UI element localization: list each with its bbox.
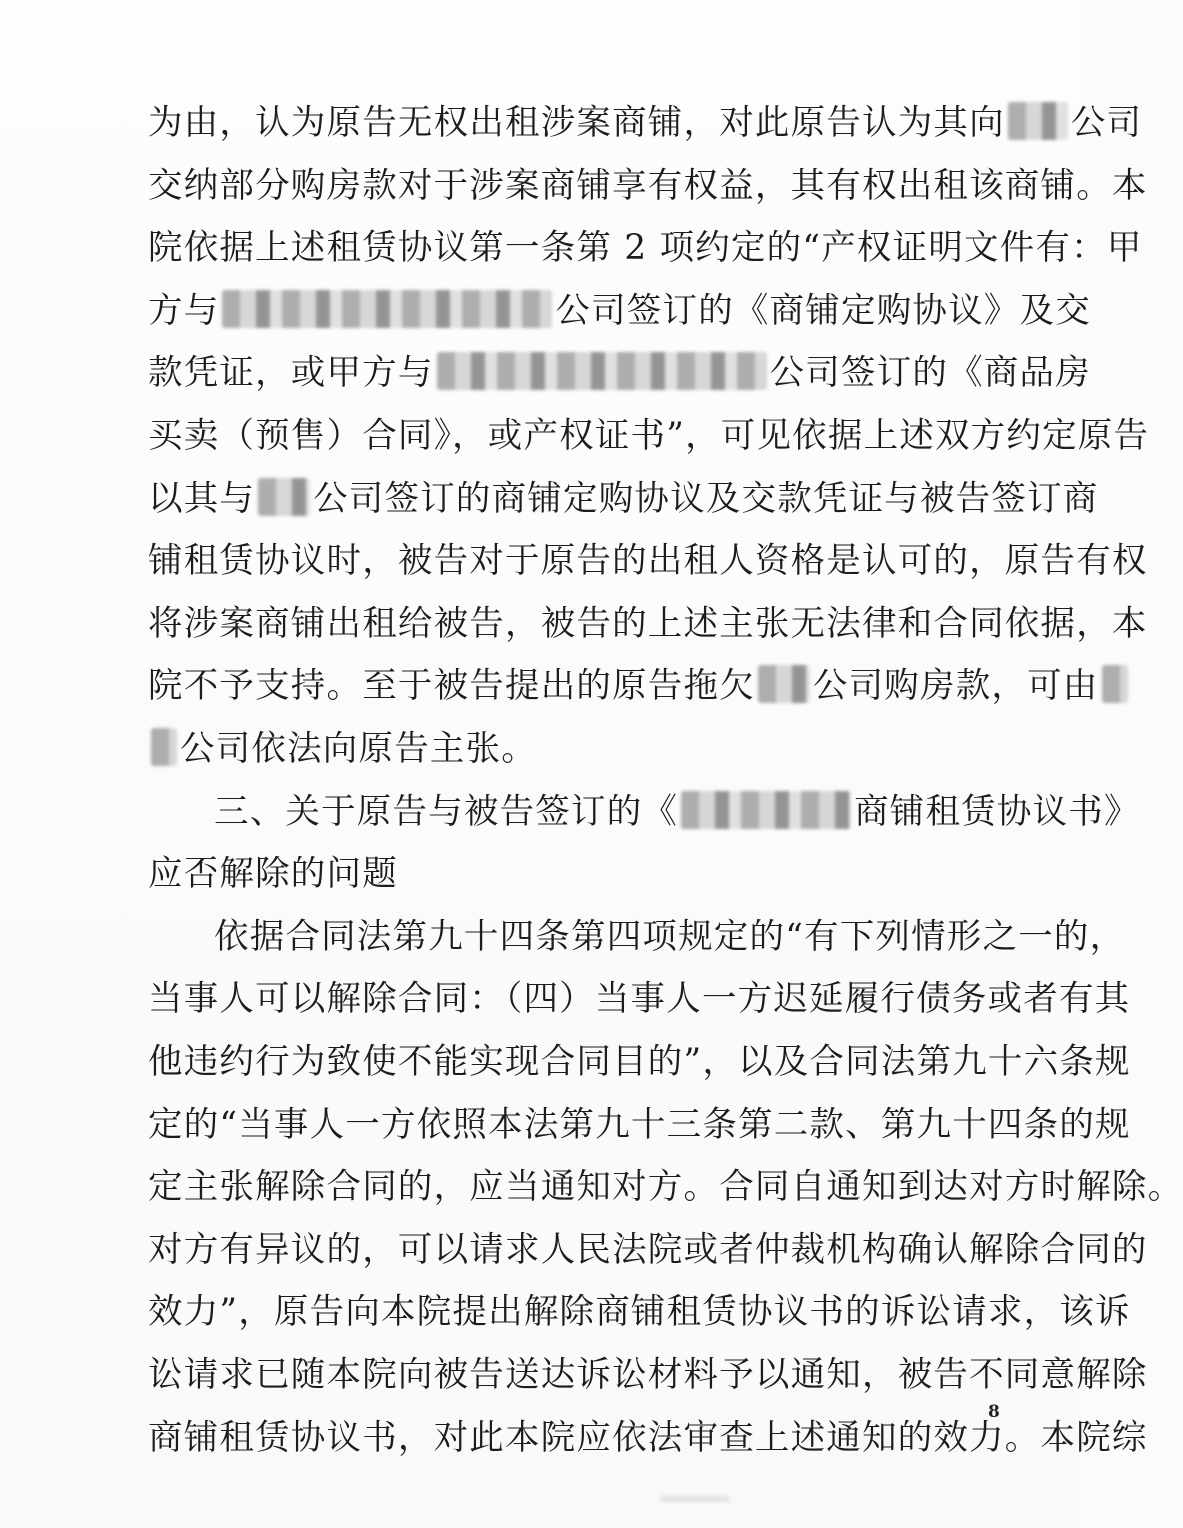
text-segment: 讼请求已随本院向被告送达诉讼材料予以通知，被告不同意解除 <box>148 1355 1148 1395</box>
text-segment: 公司购房款，可由 <box>812 666 1099 707</box>
page-number: 8 <box>988 1402 1000 1422</box>
text-line <box>148 532 1148 590</box>
text-segment: 他违约行为致使不能实现合同目的”，以及合同法第九十六条规 <box>148 1042 1131 1082</box>
text-line <box>214 908 1126 966</box>
redaction-block <box>758 665 810 703</box>
text-line <box>214 783 1140 841</box>
redaction-block <box>1102 665 1128 703</box>
text-segment: 效力”，原告向本院提出解除商铺租赁协议书的诉讼请求，该诉 <box>148 1292 1131 1333</box>
redaction-block <box>437 352 767 390</box>
text-line <box>148 1158 1183 1216</box>
text-line <box>148 1096 1131 1154</box>
text-line <box>148 1409 1148 1467</box>
text-segment: 当事人可以解除合同：（四）当事人一方迟延履行债务或者有其 <box>148 979 1131 1020</box>
text-segment: 应否解除的问题 <box>148 854 398 895</box>
text-segment: 公司签订的《商品房 <box>769 353 1091 394</box>
scan-smudge <box>660 1496 730 1502</box>
text-segment: 方与 <box>148 290 220 331</box>
text-segment: 院不予支持。至于被告提出的原告拖欠 <box>148 666 755 707</box>
text-segment: 三、关于原告与被告签订的《 <box>214 791 679 832</box>
text-segment: 商铺租赁协议书》 <box>854 791 1140 832</box>
text-segment: 铺租赁协议时，被告对于原告的出租人资格是认可的，原告有权 <box>148 541 1148 582</box>
text-line <box>148 94 1143 152</box>
text-segment: 公司依法向原告主张。 <box>180 729 537 769</box>
text-segment: 交纳部分购房款对于涉案商铺享有权益，其有权出租该商铺。本 <box>148 165 1148 206</box>
text-line <box>148 720 998 778</box>
text-line <box>148 282 1091 340</box>
text-line <box>148 845 998 903</box>
redaction-block <box>151 728 177 766</box>
text-segment: 公司签订的《商铺定购协议》及交 <box>555 290 1091 331</box>
text-segment: 买卖（预售）合同》，或产权证书”，可见依据上述双方约定原告 <box>148 416 1150 456</box>
redaction-block <box>681 791 851 829</box>
text-segment: 将涉案商铺出租给被告，被告的上述主张无法律和合同依据，本 <box>148 603 1148 644</box>
text-segment: 为由，认为原告无权出租涉案商铺，对此原告认为其向 <box>148 103 1005 143</box>
text-line <box>148 344 1091 402</box>
text-segment: 定主张解除合同的，应当通知对方。合同自通知到达对方时解除。 <box>148 1167 1183 1208</box>
text-line <box>148 219 1143 277</box>
text-segment: 款凭证，或甲方与 <box>148 353 434 394</box>
text-segment: 商铺租赁协议书，对此本院应依法审查上述通知的效力。本院综 <box>148 1417 1148 1458</box>
text-segment: 公司 <box>1070 103 1143 143</box>
text-line <box>148 1033 1131 1091</box>
text-line <box>148 407 1150 465</box>
text-segment: 以其与 <box>148 478 256 519</box>
text-line <box>148 657 1099 715</box>
text-segment: 依据合同法第九十四条第四项规定的“有下列情形之一的， <box>214 916 1126 957</box>
text-line <box>148 970 1131 1028</box>
text-line <box>148 470 1099 528</box>
redaction-block <box>1008 102 1068 140</box>
text-line <box>148 1221 1148 1279</box>
text-segment: 院依据上述租赁协议第一条第 2 项约定的“产权证明文件有：甲 <box>148 228 1143 269</box>
redaction-block <box>222 290 552 328</box>
text-line <box>148 1346 1148 1404</box>
text-line <box>148 157 1148 215</box>
text-segment: 定的“当事人一方依照本法第九十三条第二款、第九十四条的规 <box>148 1104 1131 1145</box>
redaction-block <box>258 478 310 516</box>
text-line <box>148 595 1148 653</box>
text-line <box>148 1283 1131 1341</box>
text-segment: 公司签订的商铺定购协议及交款凭证与被告签订商 <box>313 478 1099 519</box>
text-segment: 对方有异议的，可以请求人民法院或者仲裁机构确认解除合同的 <box>148 1229 1148 1270</box>
